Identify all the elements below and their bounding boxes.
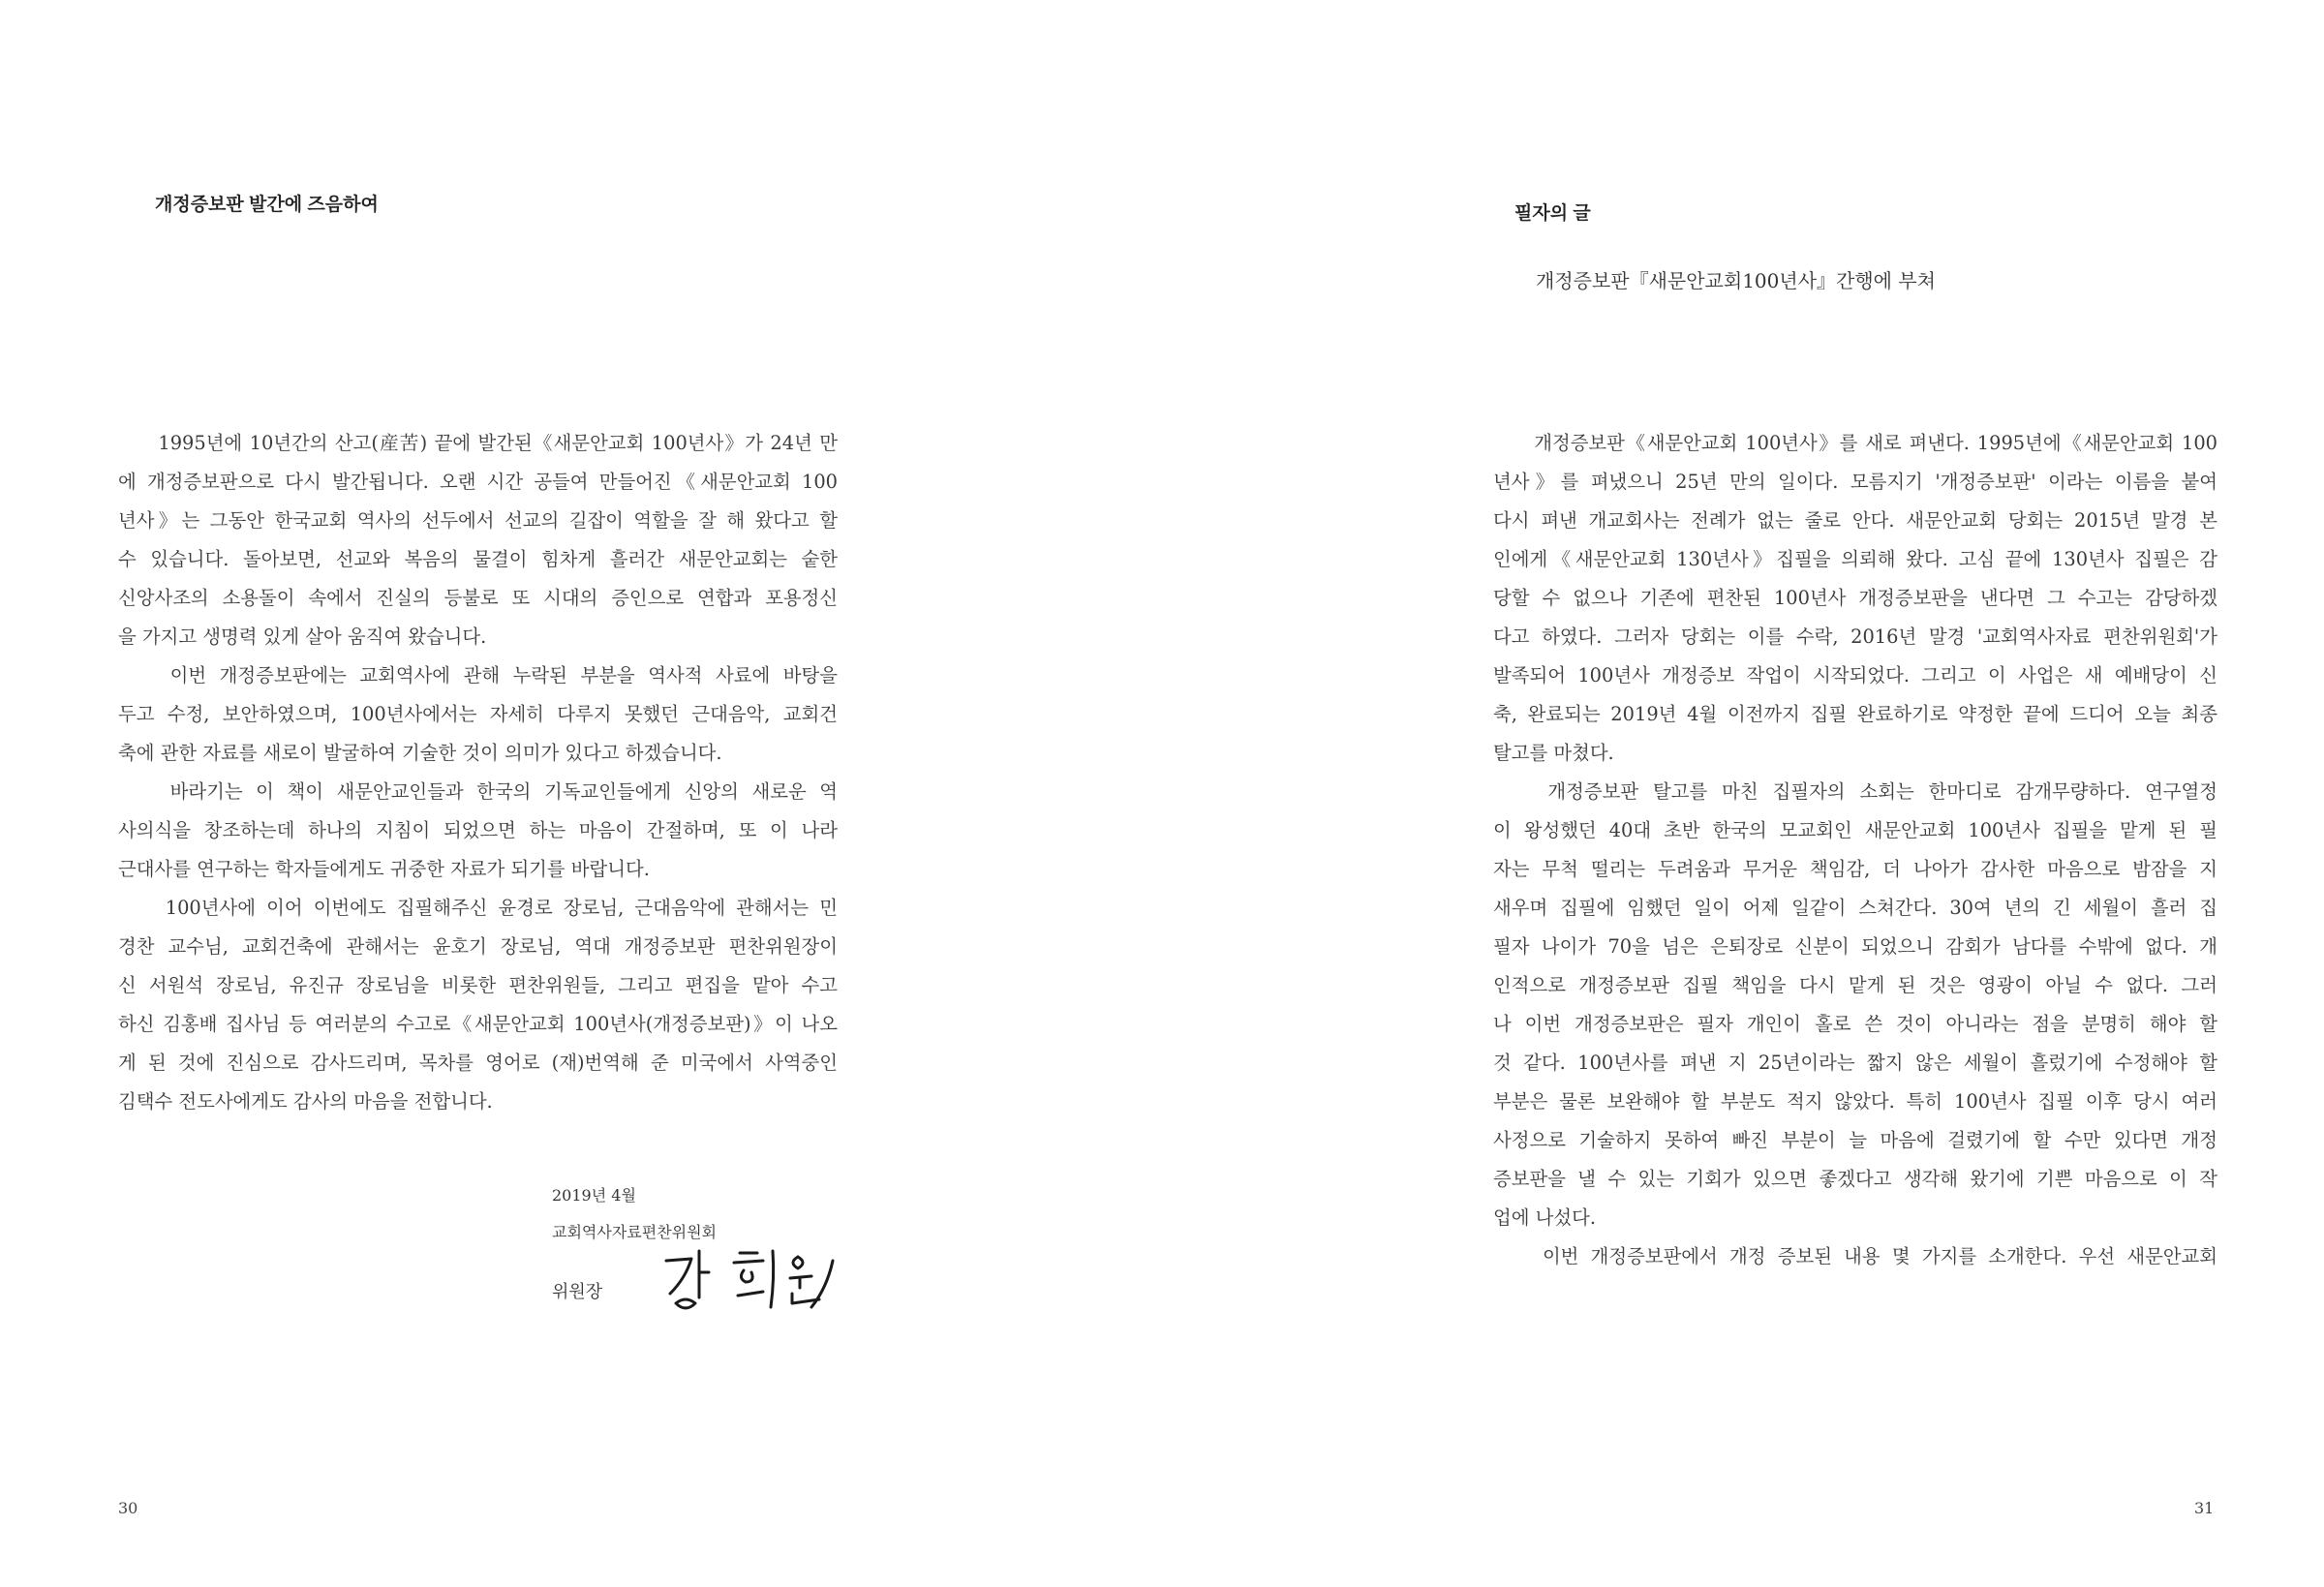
text-line: 사정으로 기술하지 못하여 빠진 부분이 늘 마음에 걸렸기에 할 수만 있다면 개정: [1493, 1129, 2217, 1151]
text-line: 년사》는 그동안 한국교회 역사의 선두에서 선교의 길잡이 역할을 잘 해 왔다고 할: [118, 509, 838, 532]
text-line: 축에 관한 자료를 새로이 발굴하여 기술한 것이 의미가 있다고 하겠습니다.: [118, 742, 722, 764]
text-line: 하신 김홍배 집사님 등 여러분의 수고로《새문안교회 100년사(개정증보판)》이 나오: [118, 1013, 838, 1035]
text-line: 나 이번 개정증보판은 필자 개인이 홀로 쓴 것이 아니라는 점을 분명히 해야 할: [1493, 1013, 2217, 1035]
text-line: 이번 개정증보판에는 교회역사에 관해 누락된 부분을 역사적 사료에 바탕을: [118, 664, 838, 687]
text-line: 을 가지고 생명력 있게 살아 움직여 왔습니다.: [118, 626, 487, 648]
page-number-left: 30: [118, 1499, 138, 1517]
text-line: 개정증보판 탈고를 마친 집필자의 소회는 한마디로 감개무량하다. 연구열정: [1493, 780, 2217, 803]
text-line: 발족되어 100년사 개정증보 작업이 시작되었다. 그리고 이 사업은 새 예배당이 신: [1493, 664, 2217, 687]
sign-organization: 교회역사자료편찬위원회: [552, 1223, 718, 1241]
text-line: 에 개정증보판으로 다시 발간됩니다. 오랜 시간 공들여 만들어진《새문안교회 100: [118, 471, 838, 493]
text-line: 업에 나섰다.: [1493, 1206, 1596, 1229]
text-line: 당할 수 없으나 기존에 편찬된 100년사 개정증보판을 낸다면 그 수고는 감당하겠: [1493, 587, 2217, 609]
text-line: 신앙사조의 소용돌이 속에서 진실의 등불로 또 시대의 증인으로 연합과 포용정신: [118, 587, 838, 609]
right-page-body: [1493, 424, 2217, 1276]
page-number-right: 31: [2194, 1499, 2215, 1517]
text-line: 두고 수정, 보안하였으며, 100년사에서는 자세히 다루지 못했던 근대음악, 교회건: [118, 703, 838, 725]
text-line: 필자 나이가 70을 넘은 은퇴장로 신분이 되었으니 감회가 남다를 수밖에 없다. 개: [1493, 935, 2217, 958]
left-page-body: [118, 424, 838, 1121]
text-line: 경찬 교수님, 교회건축에 관해서는 윤호기 장로님, 역대 개정증보판 편찬위원장이: [118, 935, 838, 958]
text-line: 인에게《새문안교회 130년사》집필을 의뢰해 왔다. 고심 끝에 130년사 집필은 감: [1493, 548, 2217, 570]
text-line: 이번 개정증보판에서 개정 증보된 내용 몇 가지를 소개한다. 우선 새문안교회: [1493, 1245, 2217, 1267]
right-page: [1162, 0, 2324, 1587]
right-page-heading: 필자의 글: [1514, 203, 1591, 224]
text-line: 개정증보판《새문안교회 100년사》를 새로 펴낸다. 1995년에《새문안교회 100: [1493, 432, 2217, 454]
text-line: 김택수 전도사에게도 감사의 마음을 전합니다.: [118, 1090, 493, 1113]
text-line: 새우며 집필에 임했던 일이 어제 일같이 스쳐간다. 30여 년의 긴 세월이 흘러 집: [1493, 897, 2217, 919]
handwritten-signature: [657, 1239, 850, 1317]
text-line: 신 서원석 장로님, 유진규 장로님을 비롯한 편찬위원들, 그리고 편집을 맡아 수고: [118, 974, 838, 996]
text-line: 다고 하였다. 그러자 당회는 이를 수락, 2016년 말경 '교회역사자료 편찬위원회'가: [1493, 626, 2217, 648]
sign-date: 2019년 4월: [552, 1186, 636, 1205]
text-line: 자는 무척 떨리는 두려움과 무거운 책임감, 더 나아가 감사한 마음으로 밤잠을 지: [1493, 858, 2217, 880]
text-line: 증보판을 낼 수 있는 기회가 있으면 좋겠다고 생각해 왔기에 기쁜 마음으로 이 작: [1493, 1168, 2217, 1190]
text-line: 년사》를 펴냈으니 25년 만의 일이다. 모름지기 '개정증보판' 이라는 이름을 붙여: [1493, 471, 2217, 493]
text-line: 1995년에 10년간의 산고(産苦) 끝에 발간된《새문안교회 100년사》가 24년 만: [118, 432, 838, 454]
text-line: 이 왕성했던 40대 초반 한국의 모교회인 새문안교회 100년사 집필을 맡게 된 필: [1493, 819, 2217, 841]
text-line: 축, 완료되는 2019년 4월 이전까지 집필 완료하기로 약정한 끝에 드디어 오늘 최종: [1493, 703, 2217, 725]
text-line: 부분은 물론 보완해야 할 부분도 적지 않았다. 특히 100년사 집필 이후 당시 여러: [1493, 1090, 2217, 1113]
signature-block: [552, 1183, 718, 1302]
right-page-subtitle: 개정증보판『새문안교회100년사』간행에 부쳐: [1536, 269, 1936, 292]
sign-title: 위원장: [552, 1282, 603, 1302]
text-line: 다시 펴낸 개교회사는 전례가 없는 줄로 안다. 새문안교회 당회는 2015년 말경 본: [1493, 509, 2217, 532]
text-line: 인적으로 개정증보판 집필 책임을 다시 맡게 된 것은 영광이 아닐 수 없다. 그러: [1493, 974, 2217, 996]
text-line: 사의식을 창조하는데 하나의 지침이 되었으면 하는 마음이 간절하며, 또 이 나라: [118, 819, 838, 841]
text-line: 게 된 것에 진심으로 감사드리며, 목차를 영어로 (재)번역해 준 미국에서 사역중인: [118, 1052, 838, 1074]
text-line: 것 같다. 100년사를 펴낸 지 25년이라는 짧지 않은 세월이 흘렀기에 수정해야 할: [1493, 1052, 2217, 1074]
text-line: 탈고를 마쳤다.: [1493, 742, 1614, 764]
text-line: 바라기는 이 책이 새문안교인들과 한국의 기독교인들에게 신앙의 새로운 역: [118, 780, 838, 803]
left-page-heading: 개정증보판 발간에 즈음하여: [155, 195, 379, 215]
text-line: 근대사를 연구하는 학자들에게도 귀중한 자료가 되기를 바랍니다.: [118, 858, 650, 880]
text-line: 수 있습니다. 돌아보면, 선교와 복음의 물결이 힘차게 흘러간 새문안교회는 숱한: [118, 548, 838, 570]
text-line: 100년사에 이어 이번에도 집필해주신 윤경로 장로님, 근대음악에 관해서는 민: [118, 897, 838, 919]
